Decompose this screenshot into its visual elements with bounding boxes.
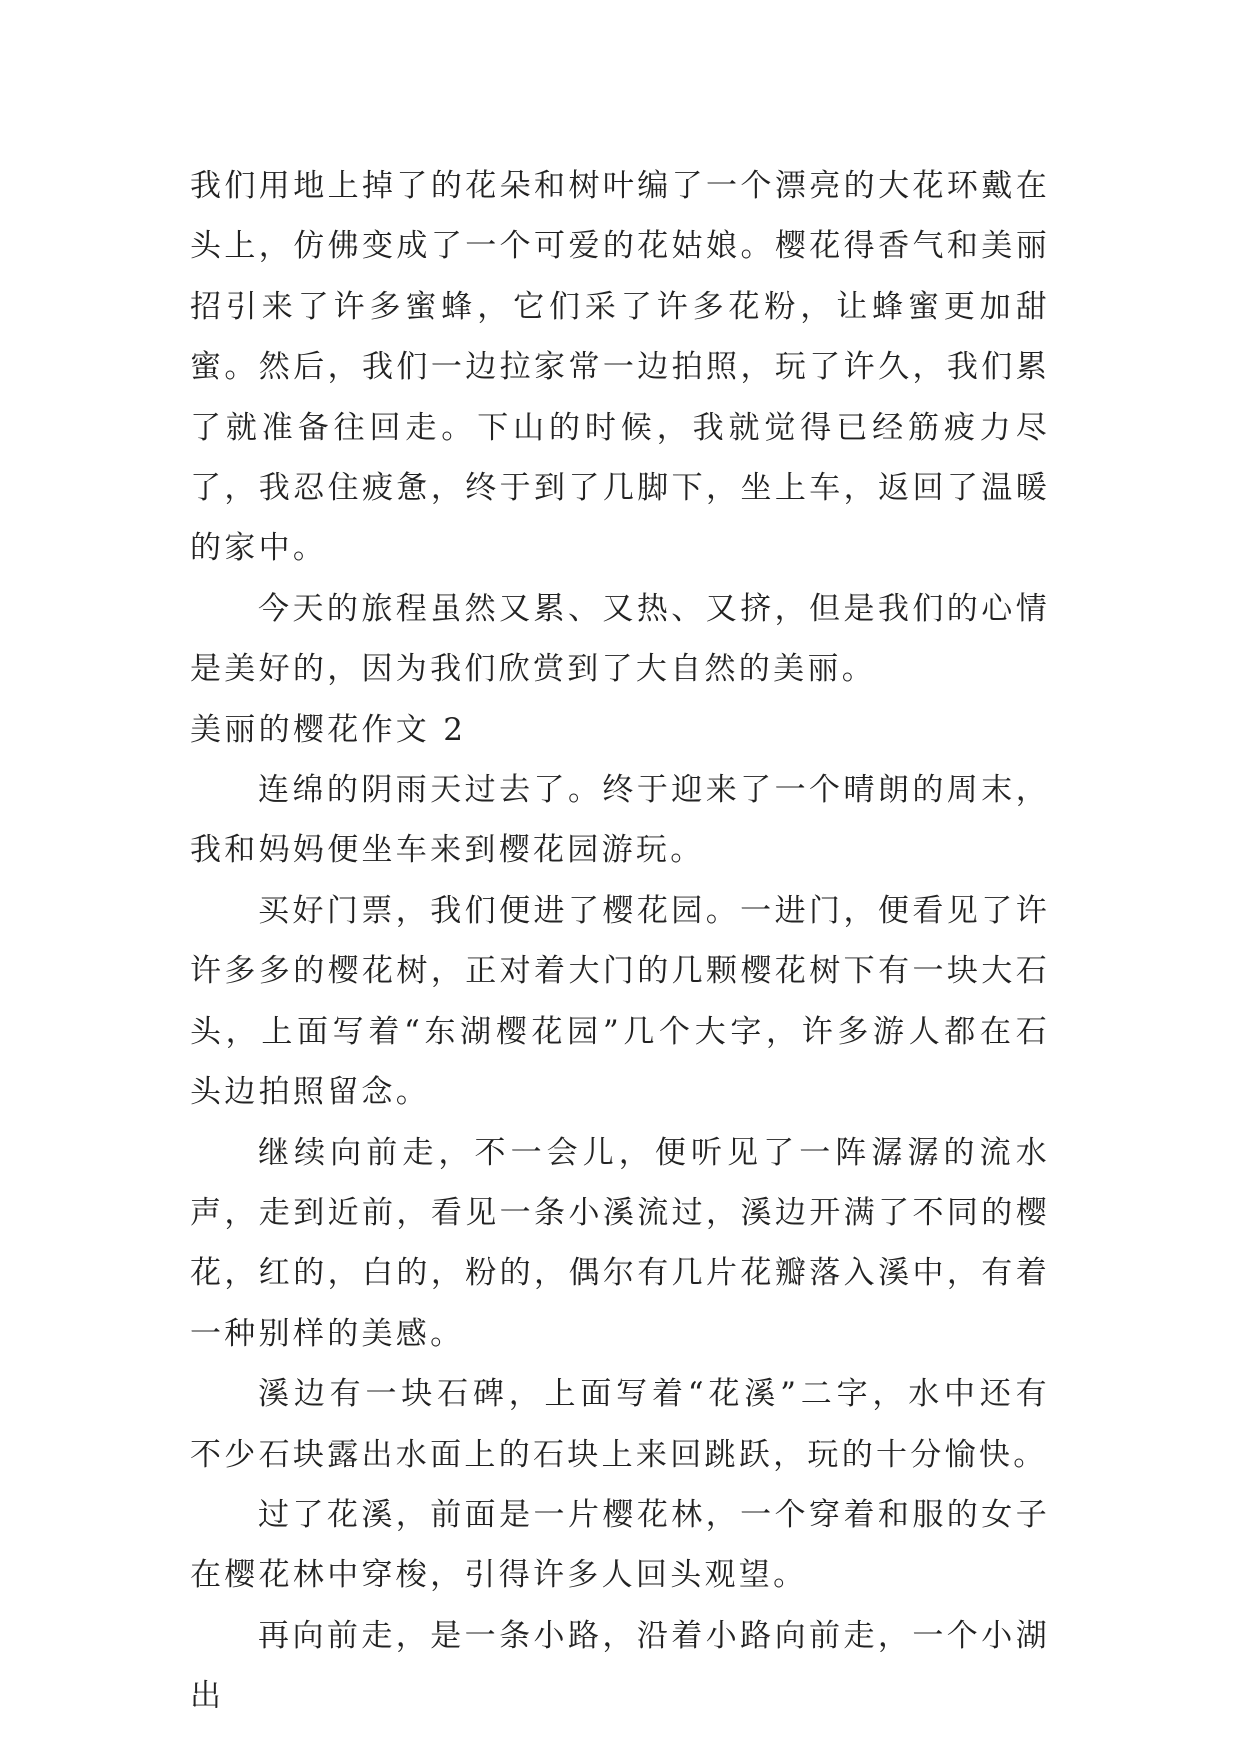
paragraph: 连绵的阴雨天过去了。终于迎来了一个晴朗的周末，我和妈妈便坐车来到樱花园游玩。 [190,772,1050,869]
paragraph-conclusion: 今天的旅程虽然又累、又热、又挤，但是我们的心情是美好的，因为我们欣赏到了大自然的美丽。 [190,590,1050,688]
paragraph: 再向前走，是一条小路，沿着小路向前走，一个小湖出 [190,1617,1050,1715]
paragraph: 溪边有一块石碑，上面写着“花溪”二字，水中还有不少石块露出水面上的石块上来回跳跃，玩的十分愉快。 [190,1376,1050,1473]
paragraph: 过了花溪，前面是一片樱花林，一个穿着和服的女子在樱花林中穿梭，引得许多人回头观望。 [190,1496,1050,1594]
paragraph: 买好门票，我们便进了樱花园。一进门，便看见了许许多多的樱花树，正对着大门的几颗樱花树下有一块大石头，上面写着“东湖樱花园”几个大字，许多游人都在石头边拍照留念。 [190,892,1050,1111]
document-page [190,156,1050,1727]
essay-heading: 美丽的樱花作文 2 [190,711,467,748]
paragraph: 继续向前走，不一会儿，便听见了一阵潺潺的流水声，走到近前，看见一条小溪流过，溪边开满了不同的樱花，红的，白的，粉的，偶尔有几片花瓣落入溪中，有着一种别样的美感。 [190,1134,1050,1352]
paragraph-continued: 我们用地上掉了的花朵和树叶编了一个漂亮的大花环戴在头上，仿佛变成了一个可爱的花姑娘。樱花得香气和美丽招引来了许多蜜蜂，它们采了许多花粉，让蜂蜜更加甜蜜。然后，我们一边拉家常一边拍照，玩了许久，我们累了就准备往回走。下山的时候，我就觉得已经筋疲力尽了，我忍住疲惫，终于到了几脚下，坐上车，返回了温暖的家中。 [190,168,1050,567]
